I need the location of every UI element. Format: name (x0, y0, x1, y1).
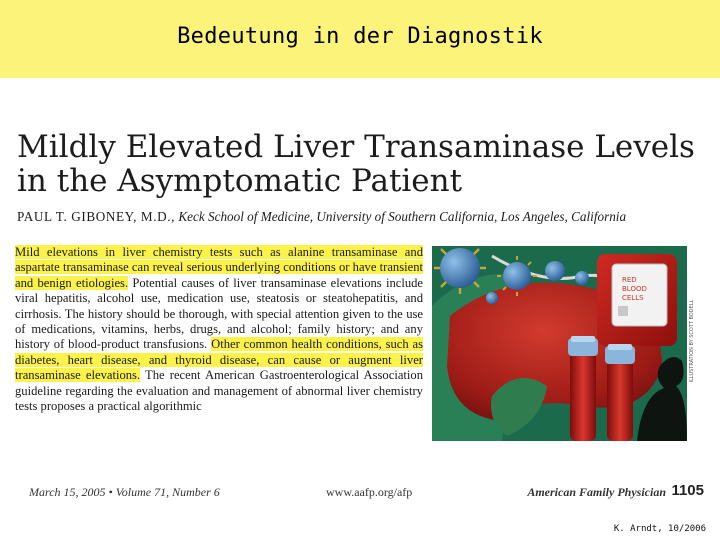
footer-url: www.aafp.org/afp (326, 485, 413, 499)
article-author: PAUL T. GIBONEY, M.D., (17, 209, 176, 224)
slide-title: Bedeutung in der Diagnostik (177, 24, 543, 49)
article-abstract (15, 245, 423, 441)
bag-label-line-2: BLOOD (622, 285, 647, 293)
bag-label-line-1: RED (622, 276, 637, 284)
abstract-text-3: of abnormal liver chemistry tests proposes a practical algorithmic (15, 383, 423, 414)
article-footer (29, 482, 704, 501)
article-byline (17, 209, 707, 225)
article-title (17, 130, 707, 198)
abstract-text-1: Potential causes of liver transaminase elevations include viral hepatitis, alcohol use, medication use, steatosis or steatohepatitis, and cirrhosis. The history should be thorough, with special attention given to the use of medications, vitamins, herbs, drugs, and alcohol; family history; and any history of blood-product transfusions. (15, 275, 423, 352)
footer-date-volume: March 15, 2005 • Volume 71, Number 6 (29, 485, 220, 499)
abstract-highlight-1: Mild elevations in liver chemistry tests such as alanine transaminase and aspartate transaminase can reveal serious underlying conditions or have transient and benign etiologies. (15, 245, 423, 290)
blood-bag (597, 254, 677, 346)
bag-label-line-3: CELLS (622, 294, 644, 302)
slide-header-banner (0, 0, 720, 78)
article-title-line-2: in the Asymptomatic Patient (17, 163, 463, 199)
illustration-credit (687, 246, 697, 441)
abstract-highlight-2: Other common health conditions, such as diabetes, heart disease, and thyroid disease, can cause or augment liver transaminase elevations. (15, 337, 423, 383)
slide-signature: K. Arndt, 10/2006 (613, 524, 706, 534)
article-illustration (432, 246, 687, 441)
abstract-text-2: The recent American Gastroenterological Association guideline regarding the evaluation and management (15, 368, 423, 398)
footer-page-number: 1105 (671, 482, 704, 499)
article-title-line-1: Mildly Elevated Liver Transaminase Levels (17, 129, 695, 165)
blood-tube-right (605, 344, 635, 441)
blood-tube-left (568, 336, 598, 441)
illustration-credit-text: ILLUSTRATION BY SCOTT BODELL (689, 299, 695, 383)
footer-journal: American Family Physician (527, 485, 666, 499)
article-affiliation: Keck School of Medicine, University of Southern California, Los Angeles, California (178, 209, 627, 224)
